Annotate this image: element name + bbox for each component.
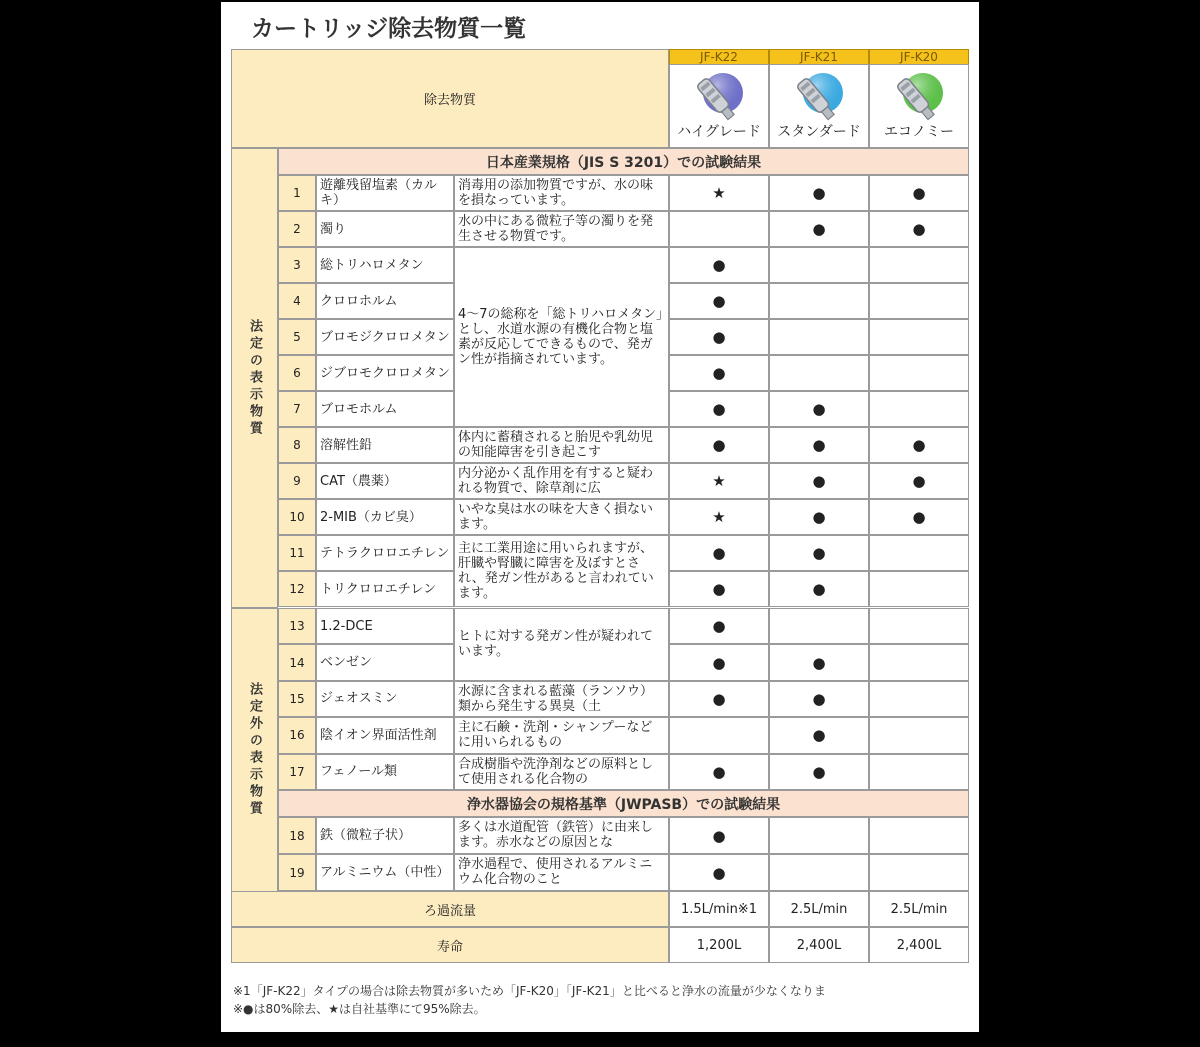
- dce-group-description-text: ヒトに対する発ガン性が疑われています。: [458, 629, 654, 660]
- flow-rate-value: [669, 891, 769, 927]
- removal-mark: [869, 754, 969, 790]
- star-mark: ★: [712, 508, 726, 526]
- substance-name-text: CAT（農薬）: [320, 473, 397, 489]
- substance-name: [316, 608, 454, 644]
- row-number-text: 15: [289, 691, 305, 706]
- removal-mark: [769, 681, 869, 717]
- row-number-text: 18: [289, 828, 305, 843]
- flow-rate-value-text: 2.5L/min: [790, 901, 848, 917]
- row-number-text: 5: [293, 330, 301, 344]
- row-number-text: 11: [289, 546, 305, 560]
- row-number-text: 13: [289, 619, 305, 634]
- jwpasb-section-header-text: 浄水器協会の規格基準（JWPASB）での試験結果: [466, 796, 781, 813]
- removal-mark: [769, 535, 869, 571]
- removal-mark: [769, 608, 869, 644]
- row-number-text: 6: [293, 366, 301, 380]
- lifespan-value: [869, 927, 969, 963]
- row-number: [278, 355, 316, 391]
- dce-group-description: [454, 608, 669, 681]
- removal-mark: [669, 175, 769, 211]
- removal-mark: [869, 535, 969, 571]
- row-number-text: 17: [289, 764, 305, 779]
- substance-name: [316, 717, 454, 753]
- star-mark: ★: [712, 472, 726, 490]
- removal-mark: [669, 499, 769, 535]
- model-code-tag: [769, 49, 869, 65]
- substance-description: [454, 211, 669, 247]
- model-code-tag: [669, 49, 769, 65]
- circle-mark: ●: [712, 826, 726, 845]
- note-1: ※1「JF-K22」タイプの場合は除去物質が多いため「JF-K20」「JF-K21」と比べると浄水の流量が少なくなりま: [233, 984, 826, 998]
- circle-mark: ●: [812, 436, 826, 454]
- removal-mark: [669, 319, 769, 355]
- removal-mark: [769, 754, 869, 790]
- row-number-text: 3: [293, 258, 301, 272]
- row-number-text: 9: [293, 474, 301, 488]
- removal-mark: [869, 211, 969, 247]
- substance-description: [454, 499, 669, 535]
- substance-name: [316, 247, 454, 283]
- substance-description-text: 内分泌かく乱作用を有すると疑われる物質で、除草剤に広: [458, 466, 654, 496]
- substance-name-text: 遊離残留塩素（カルキ）: [320, 178, 438, 208]
- removal-mark: [869, 644, 969, 680]
- circle-mark: ●: [812, 508, 826, 526]
- removal-mark: [669, 608, 769, 644]
- substance-name: [316, 854, 454, 891]
- grade-label: スタンダード: [777, 124, 861, 140]
- lifespan-value: [769, 927, 869, 963]
- substance-name-text: ジブロモクロロメタン: [320, 365, 451, 381]
- substance-name-text: フェノール類: [320, 764, 397, 780]
- note-2: ※●は80%除去、★は自社基準にて95%除去。: [233, 1002, 486, 1016]
- removal-mark: [669, 247, 769, 283]
- lifespan-value-text: 1,200L: [696, 937, 742, 953]
- removal-mark: [869, 283, 969, 319]
- substance-header-label: 除去物質: [423, 93, 476, 108]
- substance-description: [454, 463, 669, 499]
- model-code: JF-K22: [700, 50, 738, 64]
- row-number: [278, 535, 316, 571]
- removal-mark: [869, 463, 969, 499]
- removal-mark: [769, 644, 869, 680]
- circle-mark: ●: [712, 328, 726, 346]
- removal-mark: [669, 681, 769, 717]
- substance-description-text: 多くは水道配管（鉄管）に由来します。赤水などの原因とな: [458, 820, 654, 850]
- circle-mark: ●: [812, 544, 826, 562]
- substance-name: [316, 817, 454, 854]
- substance-description-text: 水源に含まれる藍藻（ランソウ）類から発生する異臭（土: [458, 683, 654, 714]
- lifespan-label: [231, 927, 669, 963]
- model-column-header: [769, 64, 869, 148]
- removal-mark: [669, 283, 769, 319]
- flow-rate-value: [869, 891, 969, 927]
- substance-name: [316, 499, 454, 535]
- substance-name: [316, 644, 454, 680]
- substance-name-text: 陰イオン界面活性剤: [320, 727, 437, 743]
- circle-mark: ●: [812, 184, 826, 202]
- cartridge-icon: [689, 71, 749, 127]
- substance-description: [454, 427, 669, 463]
- removal-mark: [869, 681, 969, 717]
- row-number-text: 12: [289, 582, 305, 596]
- substance-name-text: ジェオスミン: [320, 691, 398, 707]
- row-number: [278, 283, 316, 319]
- substance-name-text: ブロモホルム: [320, 401, 398, 417]
- model-code: JF-K21: [800, 50, 838, 64]
- row-number: [278, 854, 316, 891]
- substance-description-text: 合成樹脂や洗浄剤などの原料として使用される化合物の: [458, 756, 654, 787]
- circle-mark: ●: [812, 580, 826, 598]
- substance-name-text: ベンゼン: [320, 655, 373, 671]
- row-number: [278, 644, 316, 680]
- removal-mark: [869, 391, 969, 427]
- removal-mark: [769, 211, 869, 247]
- grade-label: エコノミー: [884, 124, 954, 140]
- cartridge-icon: [789, 71, 849, 127]
- removal-mark: [669, 817, 769, 854]
- row-number: [278, 211, 316, 247]
- row-number-text: 19: [289, 865, 305, 880]
- circle-mark: ●: [812, 762, 826, 781]
- row-number-text: 10: [289, 510, 305, 524]
- substance-name-text: 溶解性鉛: [320, 437, 373, 453]
- cartridge-icon: [889, 71, 949, 127]
- row-number: [278, 247, 316, 283]
- substance-name: [316, 754, 454, 790]
- substance-name-text: 鉄（微粒子状）: [320, 828, 412, 843]
- row-number-text: 16: [289, 728, 305, 743]
- flow-rate-value-text: 1.5L/min※1: [681, 901, 757, 917]
- circle-mark: ●: [712, 689, 726, 708]
- removal-mark: [669, 355, 769, 391]
- circle-mark: ●: [912, 508, 926, 526]
- row-number: [278, 391, 316, 427]
- substance-name: [316, 571, 454, 607]
- star-mark: ★: [712, 184, 726, 202]
- removal-mark: [669, 391, 769, 427]
- circle-mark: ●: [912, 220, 926, 238]
- legal-substances-label: [231, 148, 278, 608]
- row-number-text: 14: [289, 655, 305, 670]
- substance-description-text: 浄水過程で、使用されるアルミニウム化合物のこと: [458, 857, 653, 887]
- removal-mark: [769, 817, 869, 854]
- trihalomethane-group-description: [454, 247, 669, 427]
- model-code-tag: [869, 49, 969, 65]
- circle-mark: ●: [812, 220, 826, 238]
- removal-mark: [669, 211, 769, 247]
- substance-name: [316, 535, 454, 571]
- removal-mark: [769, 283, 869, 319]
- substance-name-text: アルミニウム（中性）: [320, 865, 450, 880]
- circle-mark: ●: [712, 863, 726, 882]
- substance-name-text: テトラクロロエチレン: [320, 545, 450, 561]
- removal-mark: [769, 571, 869, 607]
- removal-mark: [669, 463, 769, 499]
- substance-name: [316, 319, 454, 355]
- model-code: JF-K20: [900, 50, 938, 64]
- removal-mark: [869, 427, 969, 463]
- circle-mark: ●: [912, 472, 926, 490]
- removal-mark: [669, 535, 769, 571]
- row-number: [278, 499, 316, 535]
- row-number: [278, 717, 316, 753]
- substance-name-text: 1.2-DCE: [320, 618, 373, 634]
- flow-rate-value-text: 2.5L/min: [890, 901, 948, 917]
- row-number: [278, 427, 316, 463]
- removal-mark: [769, 427, 869, 463]
- circle-mark: ●: [812, 400, 826, 418]
- removal-mark: [669, 427, 769, 463]
- cartridge-sheet: [221, 2, 979, 1032]
- removal-mark: [769, 355, 869, 391]
- circle-mark: ●: [912, 436, 926, 454]
- flow-rate-label-text: ろ過流量: [423, 903, 476, 919]
- model-column-header: [669, 64, 769, 148]
- removal-mark: [869, 175, 969, 211]
- removal-mark: [869, 319, 969, 355]
- row-number: [278, 571, 316, 607]
- removal-mark: [869, 717, 969, 753]
- substance-name-text: ブロモジクロロメタン: [320, 329, 450, 345]
- circle-mark: ●: [912, 184, 926, 202]
- substance-description-text: 消毒用の添加物質ですが、水の味を損なっています。: [458, 178, 654, 208]
- row-number-text: 7: [293, 402, 301, 416]
- substance-name-text: クロロホルム: [320, 293, 398, 309]
- circle-mark: ●: [712, 653, 726, 672]
- removal-mark: [769, 854, 869, 891]
- flow-rate-label: [231, 891, 669, 927]
- chloroethylene-group-description: [454, 535, 669, 607]
- row-number-text: 1: [293, 186, 301, 200]
- circle-mark: ●: [712, 256, 726, 274]
- substance-description: [454, 717, 669, 753]
- circle-mark: ●: [712, 544, 726, 562]
- circle-mark: ●: [812, 689, 826, 708]
- substance-name-text: 2-MIB（カビ臭）: [320, 509, 422, 525]
- row-number: [278, 175, 316, 211]
- chloroethylene-group-description-text: 主に工業用途に用いられますが、肝臓や腎臓に障害を及ぼすとされ、発ガン性があると言われています。: [458, 541, 654, 601]
- removal-mark: [769, 391, 869, 427]
- substance-description: [454, 854, 669, 891]
- substance-name: [316, 355, 454, 391]
- removal-mark: [769, 247, 869, 283]
- circle-mark: ●: [712, 400, 726, 418]
- circle-mark: ●: [712, 580, 726, 598]
- substance-name: [316, 463, 454, 499]
- jis-section-header-text: 日本産業規格（JIS S 3201）での試験結果: [485, 154, 762, 171]
- removal-mark: [869, 571, 969, 607]
- row-number-text: 8: [293, 438, 301, 452]
- removal-mark: [769, 499, 869, 535]
- substance-description: [454, 817, 669, 854]
- legal-substances-label-text: 法定の表示物質: [247, 318, 262, 438]
- substance-header: [231, 49, 669, 148]
- circle-mark: ●: [812, 472, 826, 490]
- removal-mark: [869, 817, 969, 854]
- substance-name-text: 総トリハロメタン: [320, 257, 424, 273]
- lifespan-value-text: 2,400L: [896, 937, 942, 953]
- row-number: [278, 608, 316, 644]
- circle-mark: ●: [712, 762, 726, 781]
- removal-mark: [669, 571, 769, 607]
- substance-description-text: いやな臭は水の味を大きく損ないます。: [458, 502, 654, 532]
- substance-description: [454, 175, 669, 211]
- circle-mark: ●: [812, 726, 826, 745]
- page-title: カートリッジ除去物質一覧: [251, 16, 527, 42]
- circle-mark: ●: [712, 364, 726, 382]
- circle-mark: ●: [712, 617, 726, 636]
- jis-section-header: [278, 148, 969, 175]
- row-number: [278, 754, 316, 790]
- removal-mark: [769, 463, 869, 499]
- lifespan-label-text: 寿命: [436, 939, 463, 955]
- substance-name: [316, 283, 454, 319]
- removal-mark: [869, 854, 969, 891]
- row-number: [278, 681, 316, 717]
- flow-rate-value: [769, 891, 869, 927]
- circle-mark: ●: [712, 436, 726, 454]
- substance-description: [454, 754, 669, 790]
- circle-mark: ●: [812, 653, 826, 672]
- removal-mark: [769, 319, 869, 355]
- substance-name: [316, 211, 454, 247]
- row-number: [278, 463, 316, 499]
- removal-mark: [769, 717, 869, 753]
- grade-label: ハイグレード: [677, 124, 761, 140]
- substance-description-text: 体内に蓄積されると胎児や乳幼児の知能障害を引き起こす: [458, 430, 654, 460]
- non-legal-substances-label-text: 法定外の表示物質: [247, 682, 262, 818]
- substance-name: [316, 391, 454, 427]
- row-number: [278, 817, 316, 854]
- substance-name-text: トリクロロエチレン: [320, 581, 437, 597]
- lifespan-value-text: 2,400L: [796, 937, 842, 953]
- removal-mark: [869, 355, 969, 391]
- removal-mark: [869, 499, 969, 535]
- trihalomethane-group-description-text: 4〜7の総称を「総トリハロメタン」とし、水道水源の有機化合物と塩素が反応してできるもので、発ガン性が指摘されています。: [458, 307, 663, 367]
- row-number: [278, 319, 316, 355]
- substance-description: [454, 681, 669, 717]
- removal-mark: [869, 608, 969, 644]
- non-legal-substances-label: [231, 608, 278, 892]
- substance-name-text: 濁り: [320, 221, 347, 237]
- removal-mark: [669, 854, 769, 891]
- substance-name: [316, 681, 454, 717]
- circle-mark: ●: [712, 292, 726, 310]
- substance-description-text: 主に石鹸・洗剤・シャンプーなどに用いられるもの: [458, 720, 653, 751]
- lifespan-value: [669, 927, 769, 963]
- row-number-text: 2: [293, 222, 301, 236]
- removal-mark: [869, 247, 969, 283]
- removal-mark: [669, 754, 769, 790]
- substance-name: [316, 175, 454, 211]
- removal-mark: [669, 717, 769, 753]
- removal-mark: [769, 175, 869, 211]
- row-number-text: 4: [293, 294, 301, 308]
- removal-mark: [669, 644, 769, 680]
- substance-description-text: 水の中にある微粒子等の濁りを発生させる物質です。: [458, 214, 654, 244]
- substance-name: [316, 427, 454, 463]
- jwpasb-section-header: [278, 790, 969, 817]
- model-column-header: [869, 64, 969, 148]
